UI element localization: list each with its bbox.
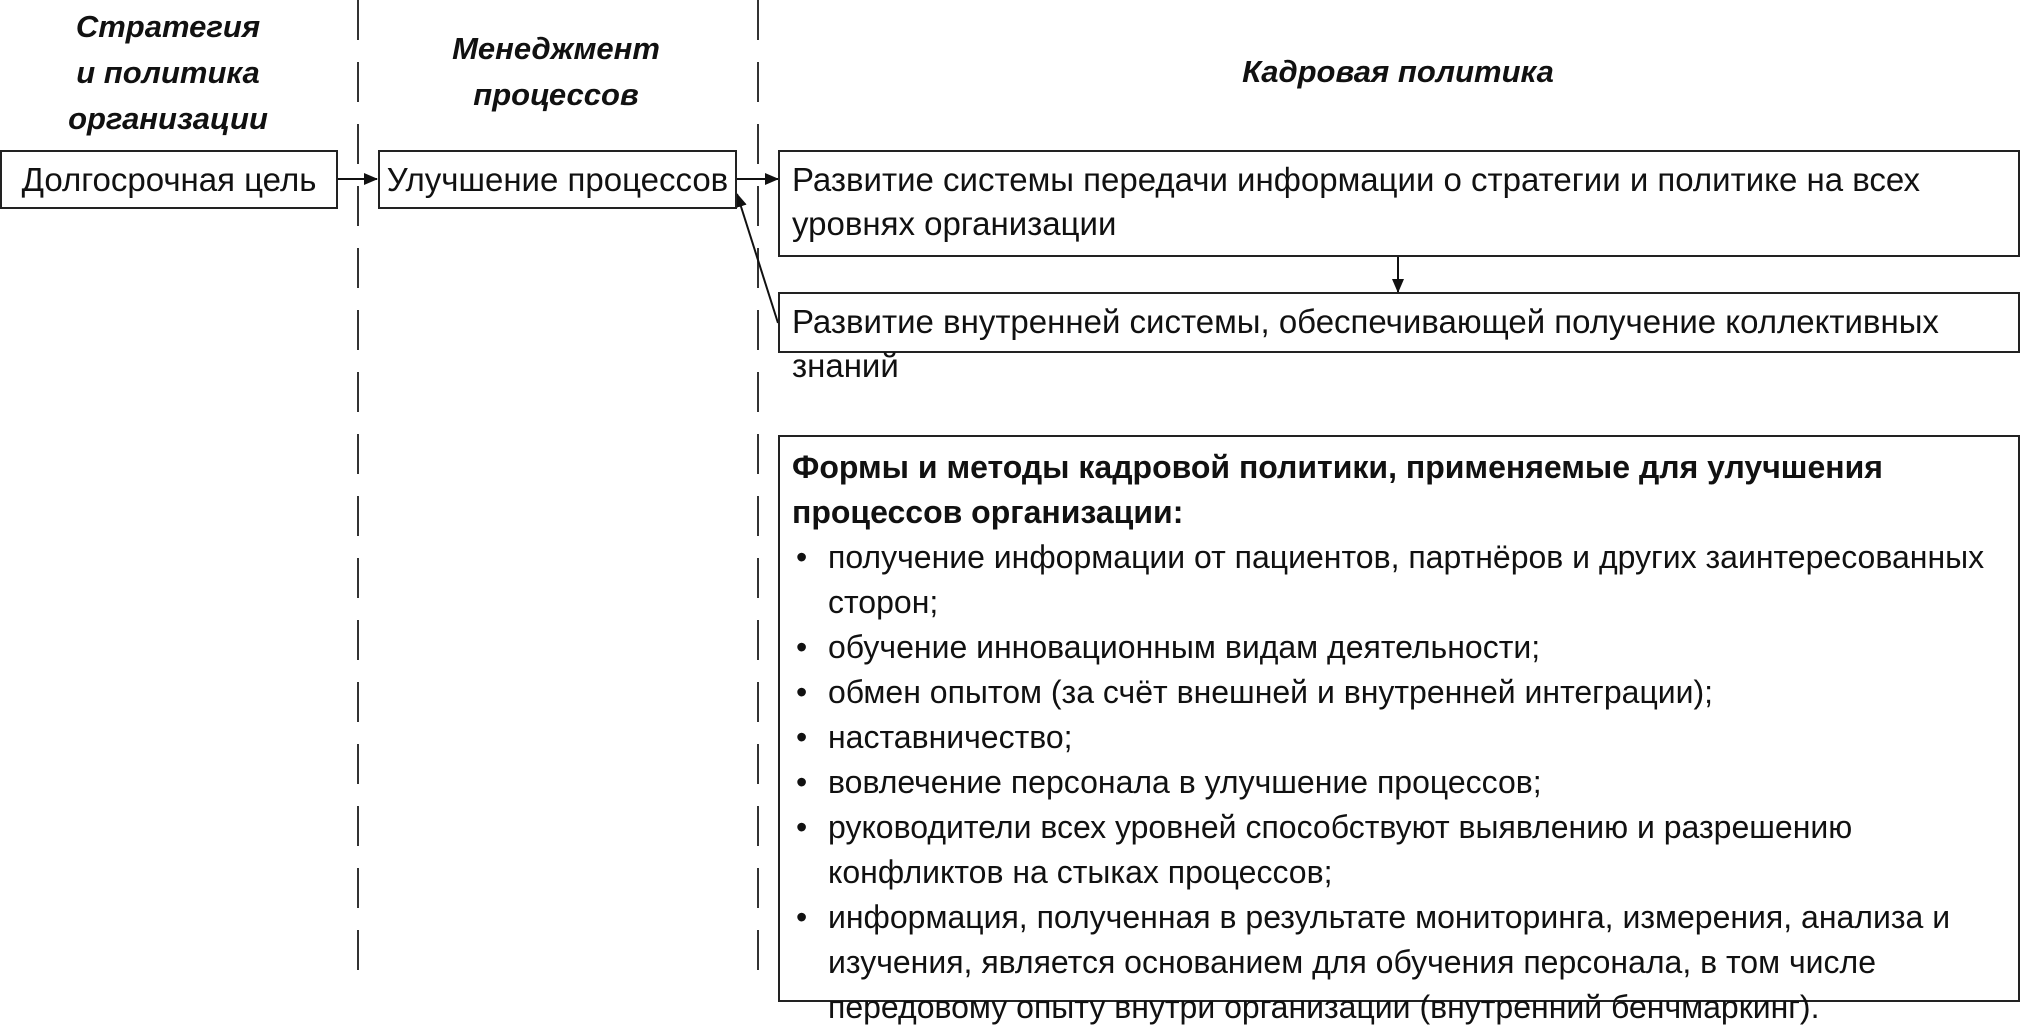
forms-title: Формы и методы кадровой политики, применяемые для улучшения процессов организации: (792, 449, 1883, 530)
header-strategy-line-1: Стратегия (75, 9, 261, 44)
forms-item: • руководители всех уровней способствуют выявлению и разрешению конфликтов на стыках процессов; (792, 805, 2006, 895)
box-knowledge-system-label: Развитие внутренней системы, обеспечивающей получение коллективных знаний (792, 303, 1939, 384)
box-long-term-goal-label: Долгосрочная цель (21, 160, 317, 198)
header-hr-policy-label: Кадровая политика (1242, 54, 1554, 89)
box-process-improvement (378, 150, 737, 209)
box-forms-methods (778, 435, 2020, 1025)
forms-item: • обмен опытом (за счёт внешней и внутренней интеграции); (792, 670, 2006, 715)
box-long-term-goal (0, 150, 338, 209)
header-management-line-1: Менеджмент (452, 31, 660, 66)
header-management (426, 26, 686, 118)
header-hr-policy (1178, 49, 1618, 95)
forms-item: • получение информации от пациентов, партнёров и других заинтересованных сторон; (792, 535, 2006, 625)
header-strategy (48, 4, 288, 142)
forms-item: • наставничество; (792, 715, 2006, 760)
header-strategy-line-3: организации (68, 101, 268, 136)
box-process-improvement-label: Улучшение процессов (386, 160, 729, 198)
box-info-system (778, 150, 2020, 257)
forms-item: • вовлечение персонала в улучшение процессов; (792, 760, 2006, 805)
forms-item: • обучение инновационным видам деятельности; (792, 625, 2006, 670)
forms-list (792, 535, 2006, 1030)
box-knowledge-system (778, 292, 2020, 384)
header-strategy-line-2: и политика (76, 55, 260, 90)
header-management-line-2: процессов (473, 77, 639, 112)
forms-item: • информация, полученная в результате мониторинга, измерения, анализа и изучения, является основанием для обучения персонала, в том числе передовому опыту внутри организации (внутренний бенчмаркинг). (792, 895, 2006, 1030)
box-info-system-label: Развитие системы передачи информации о стратегии и политике на всех уровнях организации (792, 161, 1921, 242)
